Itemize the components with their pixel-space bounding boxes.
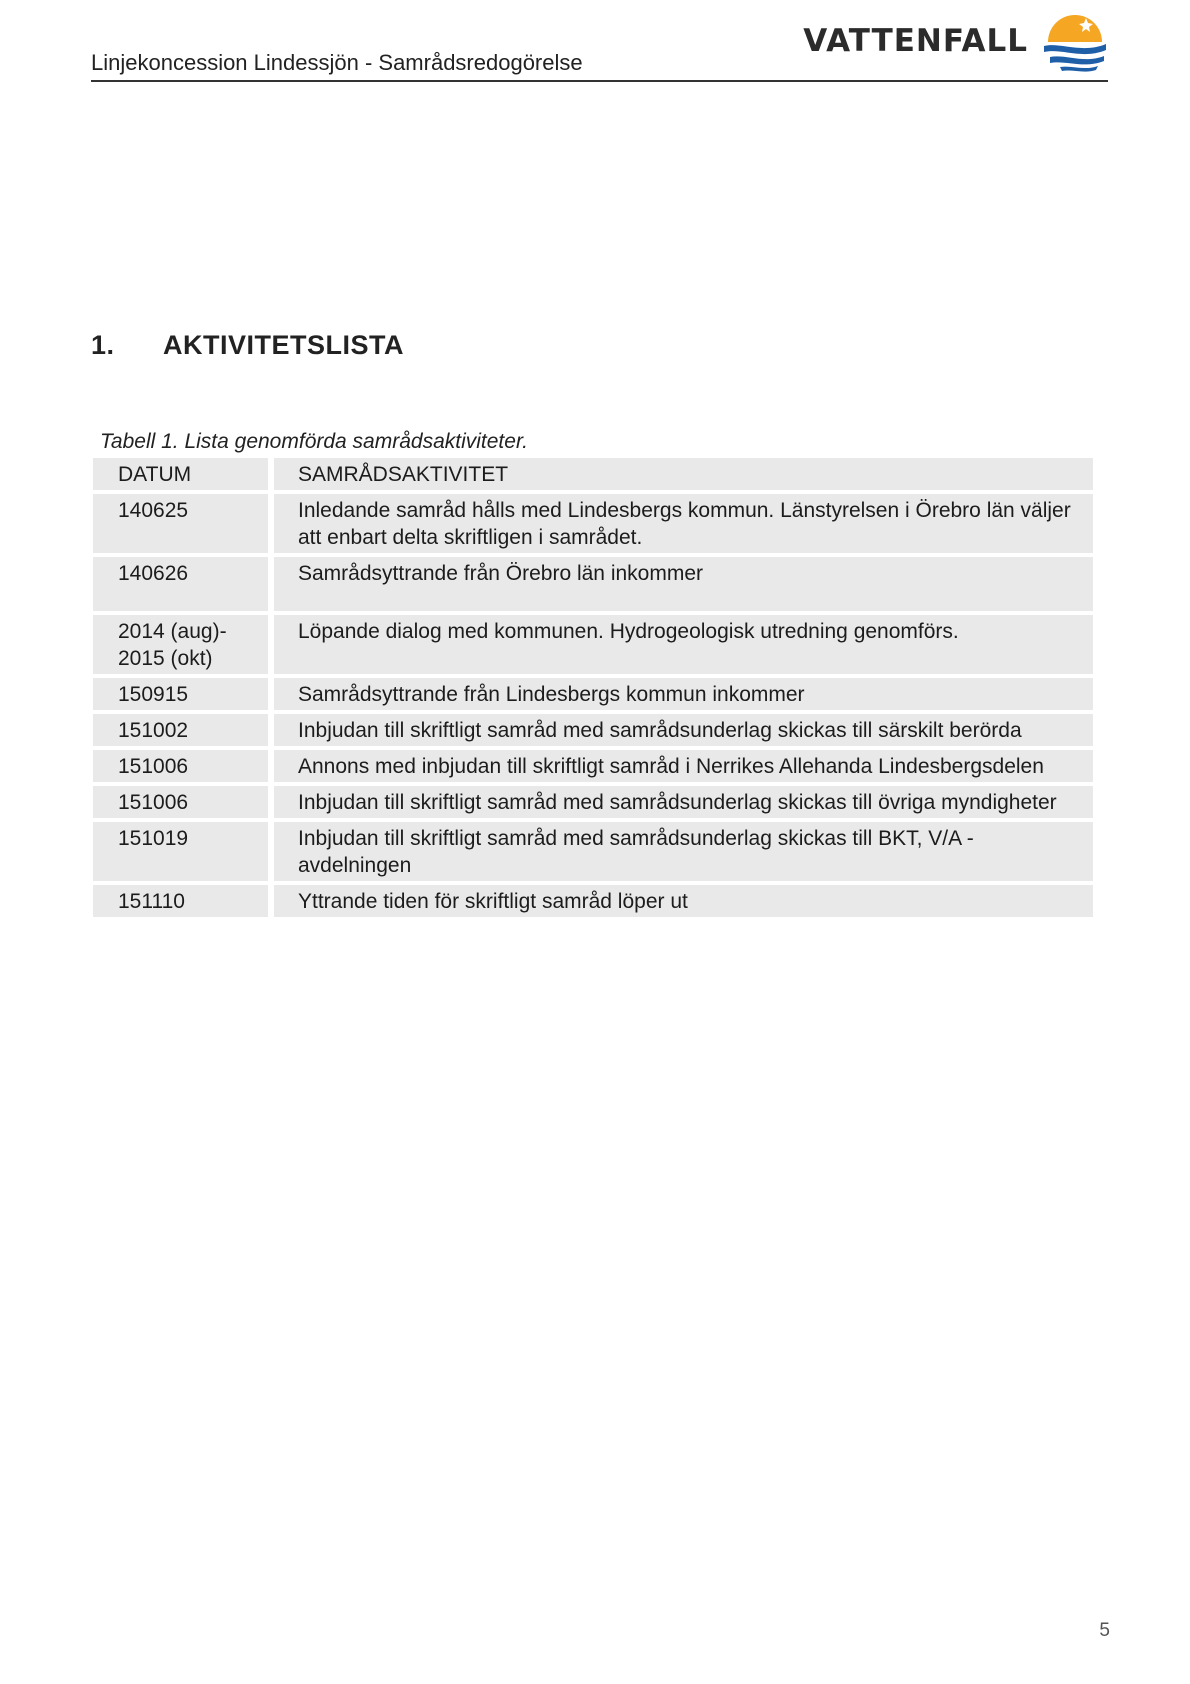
row-date: 2014 (aug)- 2015 (okt) xyxy=(93,615,274,678)
table-row xyxy=(93,615,1093,678)
table-caption: Tabell 1. Lista genomförda samrådsaktiviteter. xyxy=(100,430,528,453)
row-activity: Samrådsyttrande från Örebro län inkommer xyxy=(274,557,1093,615)
brand xyxy=(803,6,1108,76)
column-header-activity: SAMRÅDSAKTIVITET xyxy=(274,458,1093,494)
row-activity: Inbjudan till skriftligt samråd med samrådsunderlag skickas till BKT, V/A -avdelningen xyxy=(274,822,1093,885)
table-row xyxy=(93,786,1093,822)
section-heading xyxy=(91,330,404,361)
header-divider xyxy=(91,80,1108,82)
table-row xyxy=(93,714,1093,750)
row-date: 151019 xyxy=(93,822,274,885)
section-number: 1. xyxy=(91,330,115,360)
row-date: 151110 xyxy=(93,885,274,921)
vattenfall-logo-icon xyxy=(1042,8,1108,74)
page-number: 5 xyxy=(1099,1620,1110,1641)
section-title: AKTIVITETSLISTA xyxy=(163,330,404,360)
row-activity: Samrådsyttrande från Lindesbergs kommun inkommer xyxy=(274,678,1093,714)
row-activity: Inbjudan till skriftligt samråd med samrådsunderlag skickas till särskilt berörda xyxy=(274,714,1093,750)
row-activity: Annons med inbjudan till skriftligt samråd i Nerrikes Allehanda Lindesbergsdelen xyxy=(274,750,1093,786)
row-activity: Löpande dialog med kommunen. Hydrogeologisk utredning genomförs. xyxy=(274,615,1093,678)
table-row xyxy=(93,557,1093,615)
table-row xyxy=(93,885,1093,921)
row-activity: Inbjudan till skriftligt samråd med samrådsunderlag skickas till övriga myndigheter xyxy=(274,786,1093,822)
row-date: 151006 xyxy=(93,750,274,786)
table-row xyxy=(93,678,1093,714)
column-header-date: DATUM xyxy=(93,458,274,494)
row-date: 151002 xyxy=(93,714,274,750)
table-header-row xyxy=(93,458,1093,494)
row-date: 140626 xyxy=(93,557,274,615)
row-activity: Yttrande tiden för skriftligt samråd löper ut xyxy=(274,885,1093,921)
table-row xyxy=(93,494,1093,557)
row-date: 140625 xyxy=(93,494,274,557)
row-activity: Inledande samråd hålls med Lindesbergs kommun. Länstyrelsen i Örebro län väljer att enbart delta skriftligen i samrådet. xyxy=(274,494,1093,557)
row-date: 151006 xyxy=(93,786,274,822)
row-date: 150915 xyxy=(93,678,274,714)
table-row xyxy=(93,750,1093,786)
activity-table xyxy=(93,458,1093,921)
brand-wordmark: VATTENFALL xyxy=(803,23,1028,59)
table-row xyxy=(93,822,1093,885)
document-header-title: Linjekoncession Lindessjön - Samrådsredogörelse xyxy=(91,50,583,75)
